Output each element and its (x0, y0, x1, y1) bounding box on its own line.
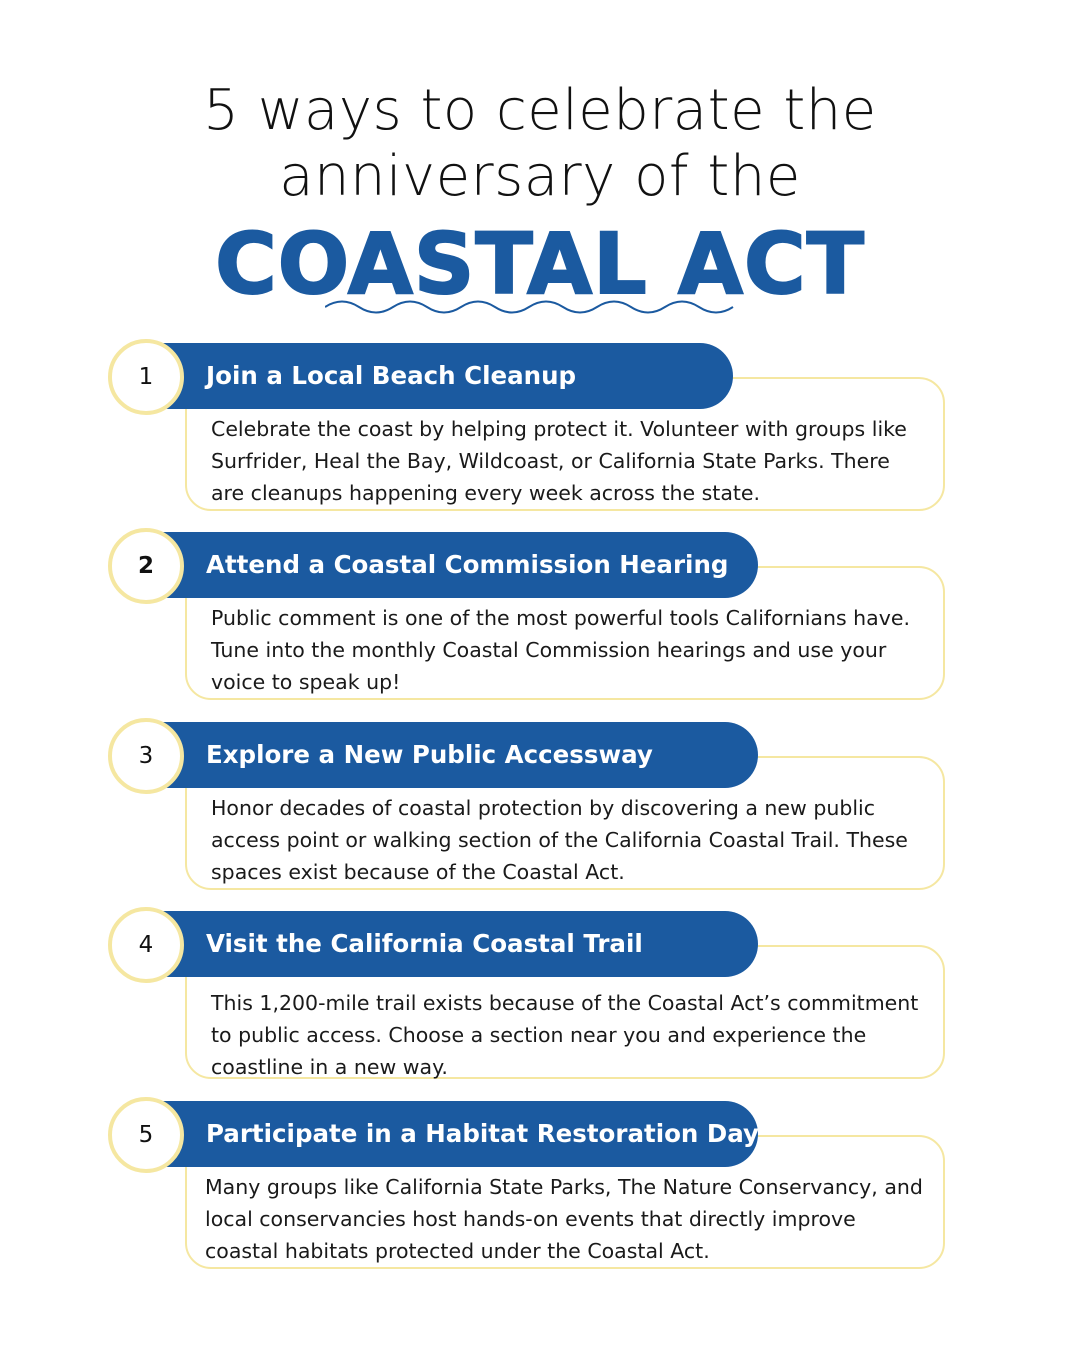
item-title-banner (146, 532, 758, 598)
item-title: Visit the California Coastal Trail (206, 929, 643, 958)
list-item-5 (0, 1101, 1080, 1281)
list-item-4 (0, 911, 1080, 1091)
list-item-1 (0, 343, 1080, 523)
item-number-badge: 3 (108, 718, 184, 794)
item-title-banner (146, 911, 758, 977)
item-title-banner (146, 722, 758, 788)
list-item-2 (0, 532, 1080, 712)
page-title-line-1: 5 ways to celebrate the (203, 78, 877, 143)
item-title-banner (146, 343, 733, 409)
item-description: Many groups like California State Parks, The Nature Conservancy, and local conservancies host hands-on events that directly improve coastal habitats protected under the Coastal Act. (205, 1175, 923, 1263)
item-number-badge: 1 (108, 339, 184, 415)
page-header (0, 78, 1080, 312)
item-number-badge: 5 (108, 1097, 184, 1173)
item-title-banner (146, 1101, 758, 1167)
item-description: Public comment is one of the most powerful tools Californians have. Tune into the monthly Coastal Commission hearings and use your voice to speak up! (211, 606, 910, 694)
item-title: Join a Local Beach Cleanup (206, 361, 577, 390)
item-title: Participate in a Habitat Restoration Day (206, 1119, 759, 1148)
item-number-badge: 2 (108, 528, 184, 604)
item-description: This 1,200-mile trail exists because of the Coastal Act’s commitment to public access. Choose a section near you and experience the coastline in a new way. (211, 991, 919, 1079)
item-title: Attend a Coastal Commission Hearing (206, 550, 729, 579)
item-description: Honor decades of coastal protection by discovering a new public access point or walking section of the California Coastal Trail. These spaces exist because of the Coastal Act. (211, 796, 908, 884)
list-item-3 (0, 722, 1080, 902)
item-number-badge: 4 (108, 907, 184, 983)
item-description: Celebrate the coast by helping protect it. Volunteer with groups like Surfrider, Heal the Bay, Wildcoast, or California State Parks. There are cleanups happening every week across the state. (211, 417, 907, 505)
page-title-line-2: anniversary of the (279, 144, 801, 209)
item-title: Explore a New Public Accessway (206, 740, 653, 769)
page-title-main: COASTAL ACT (215, 215, 865, 313)
wave-divider-icon (325, 296, 735, 318)
